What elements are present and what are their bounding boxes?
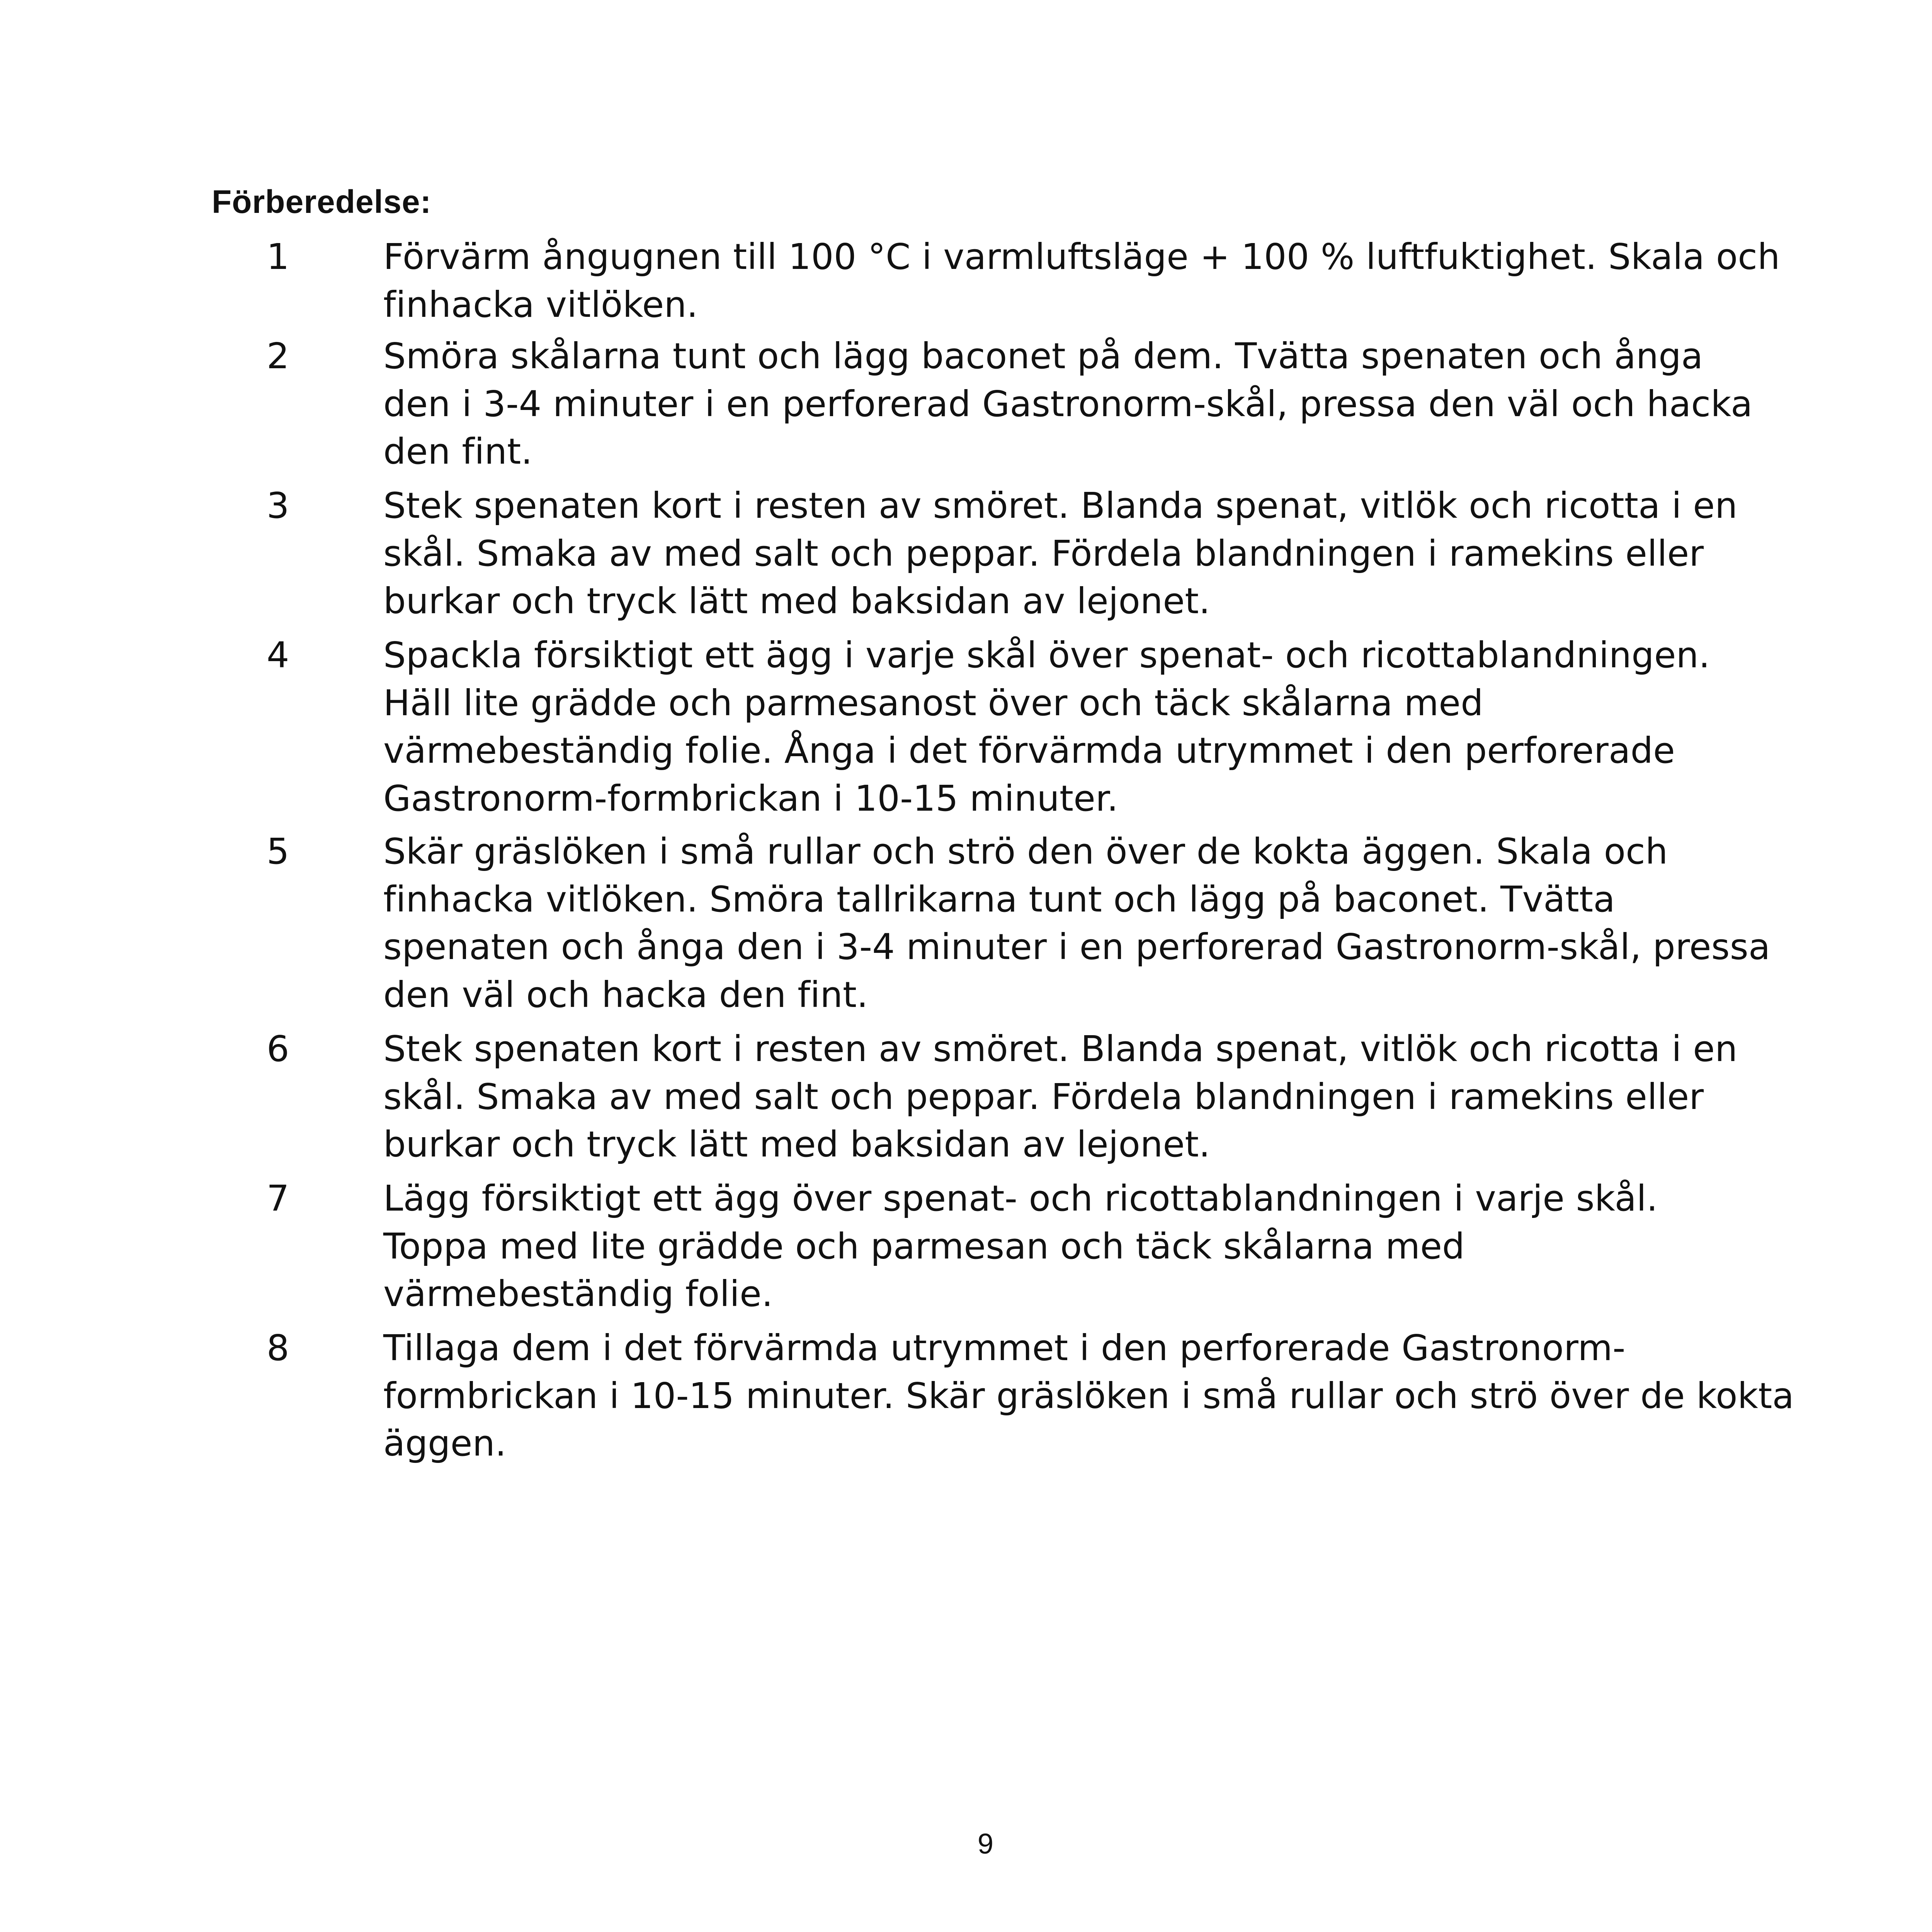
step-number: 4 [267, 634, 289, 676]
step-number: 8 [267, 1327, 289, 1369]
step-number: 3 [267, 485, 289, 526]
step-number: 1 [267, 236, 289, 277]
section-heading: Förberedelse: [212, 184, 432, 220]
step-number: 5 [267, 831, 289, 872]
step-number: 2 [267, 335, 289, 377]
step-text: Spackla försiktigt ett ägg i varje skål över spenat- och ricottablandningen. Häll lite grädde och parmesanost över och täck skålarna med värmebeständig folie. Ånga i det förvärmda utrymmet i den perforerade Gastronorm-formbrickan i 10-15 minuter. [383, 634, 1710, 819]
step-text: Stek spenaten kort i resten av smöret. Blanda spenat, vitlök och ricotta i en skål. Smaka av med salt och peppar. Fördela blandningen i ramekins eller burkar och tryck lätt med baksidan av lejonet. [383, 485, 1738, 622]
step-number: 6 [267, 1028, 289, 1070]
step-text: Smöra skålarna tunt och lägg baconet på dem. Tvätta spenaten och ånga den i 3-4 minuter i en perforerad Gastronorm-skål, pressa den väl och hacka den fint. [383, 335, 1753, 472]
step-text: Stek spenaten kort i resten av smöret. Blanda spenat, vitlök och ricotta i en skål. Smaka av med salt och peppar. Fördela blandningen i ramekins eller burkar och tryck lätt med baksidan av lejonet. [383, 1028, 1738, 1165]
step-text: Skär gräslöken i små rullar och strö den över de kokta äggen. Skala och finhacka vitlöken. Smöra tallrikarna tunt och lägg på baconet. Tvätta spenaten och ånga den i 3-4 minuter i en perforerad Gastronorm-skål, pressa den väl och hacka den fint. [383, 831, 1770, 1015]
step-text: Förvärm ångugnen till 100 °C i varmluftsläge + 100 % luftfuktighet. Skala och finhacka vitlöken. [383, 236, 1780, 325]
page-number: 9 [977, 1828, 994, 1860]
step-number: 7 [267, 1178, 289, 1219]
step-text: Tillaga dem i det förvärmda utrymmet i den perforerade Gastronorm- formbrickan i 10-15 minuter. Skär gräslöken i små rullar och strö över de kokta äggen. [383, 1327, 1794, 1464]
step-text: Lägg försiktigt ett ägg över spenat- och ricottablandningen i varje skål. Toppa med lite grädde och parmesan och täck skålarna med värmebeständig folie. [383, 1178, 1658, 1315]
